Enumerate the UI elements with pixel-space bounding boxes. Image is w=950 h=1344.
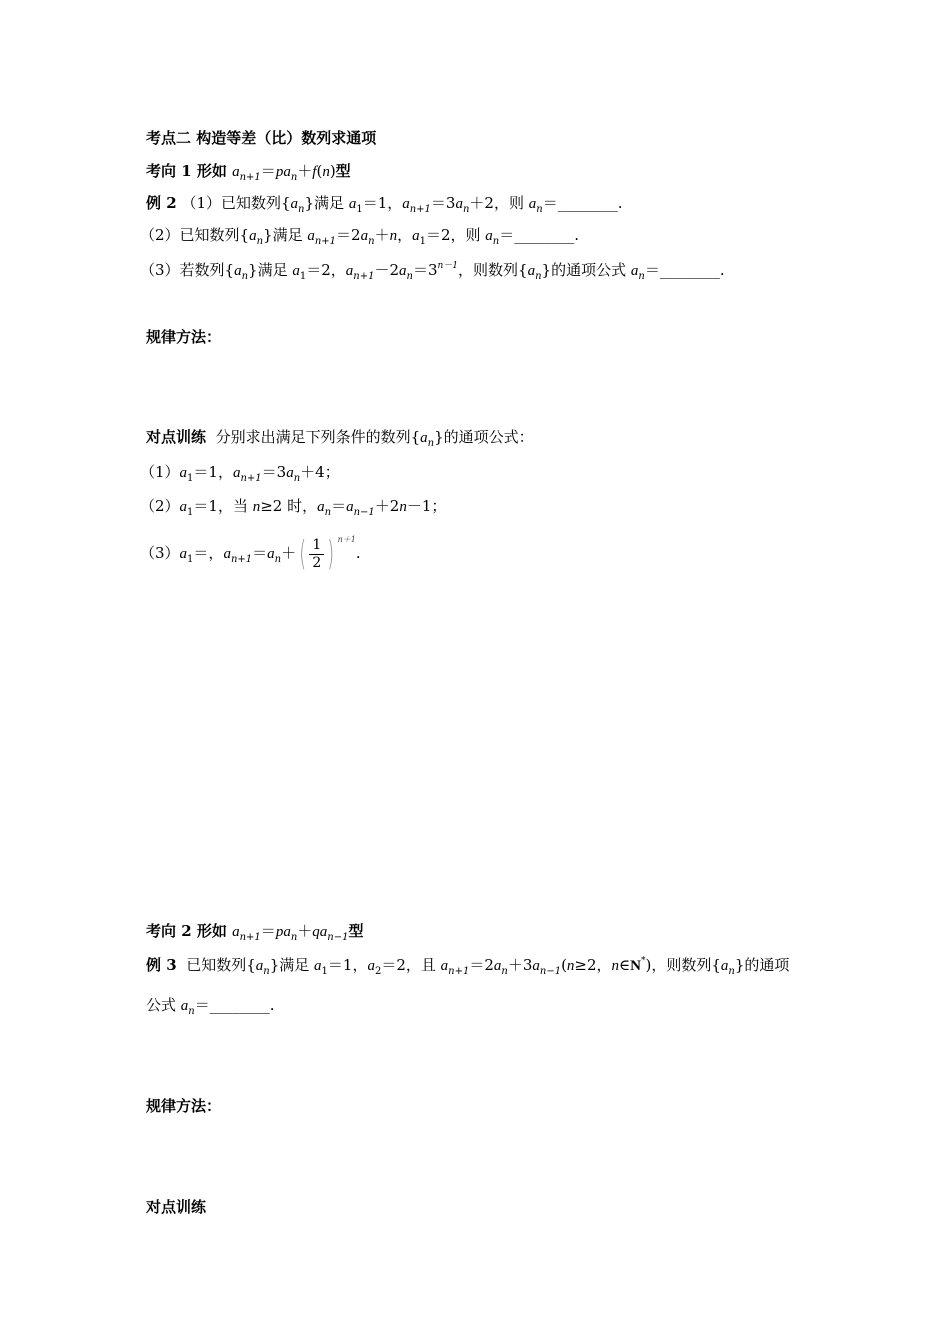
training-1-item-2 [140,496,446,519]
sym: a [232,465,241,481]
sym: a [440,958,449,974]
text: ＝3 [430,194,456,212]
text: ＝2，且 [381,956,441,974]
text: ， [397,226,413,244]
sym: 2 [374,966,382,977]
sym: n [406,271,413,282]
method-1-label: 规律方法： [146,328,222,346]
exponent: n＋1 [337,535,356,544]
sym: * [641,956,646,966]
sym: n [290,172,298,183]
text: 分别求出满足下列条件的数列{ [215,428,421,446]
sym: ＝ [260,922,276,940]
direction-2-heading [146,921,363,944]
text: （1）已知数列{ [181,194,291,212]
sym: a [720,958,729,974]
sym: n+1 [409,204,431,215]
answer-blank: ＝________. [644,261,725,279]
right-paren: ) [327,534,335,575]
sym: n [462,204,470,215]
text: . [355,544,361,562]
text: }满足 [304,194,349,212]
text: ＝ [252,544,268,562]
text: （3）若数列{ [140,261,235,279]
direction-2-label: 考向 2 形如 [146,922,233,940]
text: ＝1， [362,194,403,212]
sym: a [179,499,188,515]
sym: a [223,546,231,562]
sym: n+1 [353,271,375,282]
text: ＝ [331,497,347,515]
sym: n [274,554,282,565]
sym: a [346,499,354,515]
sym: n [293,473,301,484]
sym: n [535,271,542,282]
sym: n [290,932,298,943]
text: ( [561,956,567,974]
sym: a [455,196,463,212]
text: )，则数列{ [645,956,721,974]
sym: a [345,263,354,279]
sym: a [286,465,294,481]
sym: a [292,263,300,279]
sym: a [527,263,536,279]
text: ∈ [619,956,631,974]
sym: a [367,958,375,974]
text: }的通项公式 [541,261,631,279]
sym: n [427,438,435,449]
sym: a [249,228,257,244]
text: }的通项 [734,956,790,974]
sym: a [179,465,188,481]
example-2-part-3 [140,260,725,283]
method-2-label: 规律方法： [146,1097,222,1115]
sym: ) [329,162,336,180]
text: ＝1， [327,956,368,974]
sym: a [402,196,410,212]
sym: ( [316,162,323,180]
answer-blank: ＝________. [194,996,275,1014]
text: －2 [374,261,400,279]
sym: qa [312,924,328,940]
sym: n+1 [239,932,261,943]
training-1-item-1 [140,462,340,485]
sym: 1 [299,271,307,282]
text: （2） [140,497,180,515]
training-1-heading [146,427,534,450]
sym: n [566,958,575,974]
example-3-line-2 [146,995,275,1018]
text: （2）已知数列{ [140,226,250,244]
sym: n [399,499,407,515]
sym: 1 [187,554,194,565]
training-1-label: 对点训练 [146,428,207,446]
sym: 1 [187,507,194,518]
sym: n−1 [539,966,562,977]
sym: n [536,204,543,215]
sym: a [232,164,240,180]
text: 公式 [146,996,181,1014]
sym: a [255,958,264,974]
direction-2-suffix: 型 [348,922,364,940]
text: ＝1，当 [193,497,253,515]
sym: n [638,271,645,282]
sym: a [360,228,369,244]
sym: 1 [187,473,194,484]
example-2-part-2 [140,225,579,248]
text: ，则数列{ [458,261,528,279]
answer-blank: ＝________. [499,226,579,244]
sym: n+1 [240,473,262,484]
section-title: 考点二 构造等差（比）数列求通项 [146,129,377,147]
sym: a [485,228,493,244]
sym: n [322,164,330,180]
text: －1； [406,497,447,515]
direction-1-suffix: 型 [335,162,351,180]
sym: n+1 [239,172,261,183]
sym: a [528,196,537,212]
fraction [309,537,324,572]
example-2-part-1 [146,193,622,216]
example-3-line-1 [146,955,789,978]
example-3-label: 例 3 [146,956,177,974]
sym: a [399,263,407,279]
sym: a [234,263,242,279]
denominator: 2 [312,554,322,571]
sym: n [492,236,500,247]
text: ＋2 [374,497,400,515]
left-paren: ( [299,534,307,575]
sym: ＋ [297,922,313,940]
text: ＝2 [336,226,361,244]
sym: n [241,271,249,282]
text: ＋ [374,226,390,244]
sym: n [324,507,332,518]
sym: n [298,204,305,215]
text: （3） [140,544,180,562]
sym: a [267,546,275,562]
sym: pa [275,164,291,180]
text: }满足 [269,956,315,974]
text: ＋3 [507,956,533,974]
text: ＝3 [261,463,287,481]
sym: a [180,998,189,1014]
sym: n [368,236,375,247]
sym: pa [275,924,291,940]
sym: n+1 [448,966,470,977]
text: ＝， [193,544,224,562]
text: }满足 [248,261,293,279]
sym: a [532,958,540,974]
sym: a [290,196,299,212]
training-1-item-3 [140,536,361,573]
sym: n+1 [314,236,337,247]
sym: a [630,263,639,279]
sym: n+1 [230,554,253,565]
training-2-label: 对点训练 [146,1198,207,1216]
answer-blank: ＝________. [542,194,623,212]
text: ＝3 [412,261,438,279]
text: ＋2，则 [469,194,529,212]
direction-1-label: 考向 1 形如 [146,162,233,180]
text: ≥2， [574,956,612,974]
sym: a [232,924,240,940]
direction-1-heading [146,161,351,184]
sym: a [307,228,315,244]
sym: f [312,164,317,180]
sym: a [179,546,188,562]
sym: n [501,966,508,977]
sym: a [420,430,428,446]
text: ＝1， [193,463,233,481]
text: }满足 [263,226,308,244]
sym: 1 [356,204,363,215]
text: ＝2 [469,956,494,974]
sym: a [348,196,357,212]
sym: 1 [419,236,426,247]
text: }的通项公式： [434,428,534,446]
sym: a [493,958,502,974]
text: 已知数列{ [186,956,256,974]
example-2-label: 例 2 [146,194,177,212]
sym: n [252,499,261,515]
text: ＋4； [300,463,340,481]
sym: a [314,958,322,974]
text: ＝2， [306,261,346,279]
sym: n [611,958,620,974]
sym: n [256,236,264,247]
sym: 1 [321,966,328,977]
natural-numbers-symbol: N [630,958,641,974]
sym: a [317,499,325,515]
sym: n [728,966,735,977]
text: （1） [140,463,180,481]
text: ＝2，则 [425,226,486,244]
sym: ＋ [297,162,313,180]
sym: n−1 [327,932,349,943]
sym: n [263,966,270,977]
sym: n－1 [437,261,459,271]
text: ≥2 时， [260,497,318,515]
sym: a [412,228,420,244]
sym: ＝ [260,162,276,180]
text: ＋ [281,544,297,562]
sym: n [188,1006,195,1017]
sym: n [389,228,398,244]
numerator: 1 [309,537,324,555]
sym: n−1 [353,507,375,518]
fraction-power [296,534,337,575]
